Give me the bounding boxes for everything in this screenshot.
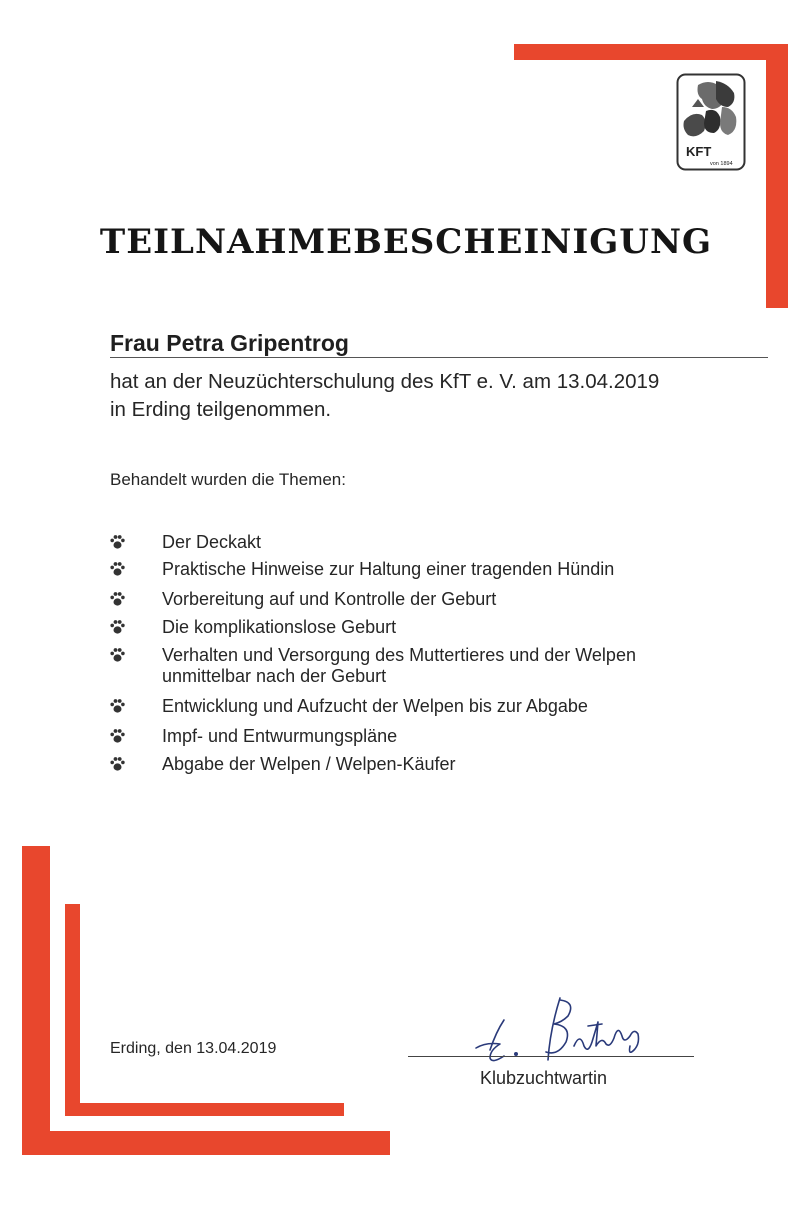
paw-print-icon bbox=[110, 619, 125, 635]
bottom-left-outer-bracket-horizontal bbox=[22, 1131, 390, 1155]
topic-text: Verhalten und Versorgung des Muttertieres und der Welpen bbox=[162, 645, 636, 665]
bottom-left-inner-bracket-vertical bbox=[65, 904, 80, 1116]
topic-text: Impf- und Entwurmungspläne bbox=[162, 726, 398, 746]
participation-statement bbox=[110, 368, 659, 424]
participation-line: hat an der Neuzüchterschulung des KfT e. V. am 13.04.2019 bbox=[110, 370, 660, 393]
paw-print-icon bbox=[110, 756, 125, 772]
signature-line bbox=[408, 1056, 694, 1057]
paw-print-icon bbox=[110, 698, 125, 714]
topic-text: Der Deckakt bbox=[162, 532, 262, 552]
topic-text-continued: unmittelbar nach der Geburt bbox=[162, 666, 387, 686]
place-and-date: Erding, den 13.04.2019 bbox=[110, 1040, 277, 1057]
topic-text: Vorbereitung auf und Kontrolle der Geburt bbox=[162, 589, 497, 609]
paw-print-icon bbox=[110, 591, 125, 607]
bottom-left-inner-bracket-horizontal bbox=[65, 1103, 344, 1116]
top-right-bracket-vertical bbox=[766, 44, 788, 308]
paw-print-icon bbox=[110, 561, 125, 577]
topics-heading: Behandelt wurden die Themen: bbox=[110, 470, 346, 489]
signatory-role: Klubzuchtwartin bbox=[480, 1068, 608, 1088]
kft-logo-icon bbox=[676, 73, 746, 171]
paw-print-icon bbox=[110, 728, 125, 744]
bottom-left-outer-bracket-vertical bbox=[22, 846, 50, 1155]
logo-subtext: von 1894 bbox=[710, 161, 733, 167]
recipient-name: Frau Petra Gripentrog bbox=[110, 330, 349, 356]
document-title: TEILNAHMEBESCHEINIGUNG bbox=[99, 222, 713, 262]
logo-text: KFT bbox=[686, 144, 712, 159]
paw-print-icon bbox=[110, 534, 125, 550]
topic-text: Praktische Hinweise zur Haltung einer tragenden Hündin bbox=[162, 559, 615, 579]
topic-text: Die komplikationslose Geburt bbox=[162, 617, 397, 637]
recipient-underline bbox=[110, 357, 768, 358]
topic-text: Abgabe der Welpen / Welpen-Käufer bbox=[162, 754, 456, 774]
paw-print-icon bbox=[110, 647, 125, 663]
top-right-bracket-horizontal bbox=[514, 44, 788, 60]
topic-text: Entwicklung und Aufzucht der Welpen bis zur Abgabe bbox=[162, 696, 588, 716]
participation-line: in Erding teilgenommen. bbox=[110, 398, 332, 421]
